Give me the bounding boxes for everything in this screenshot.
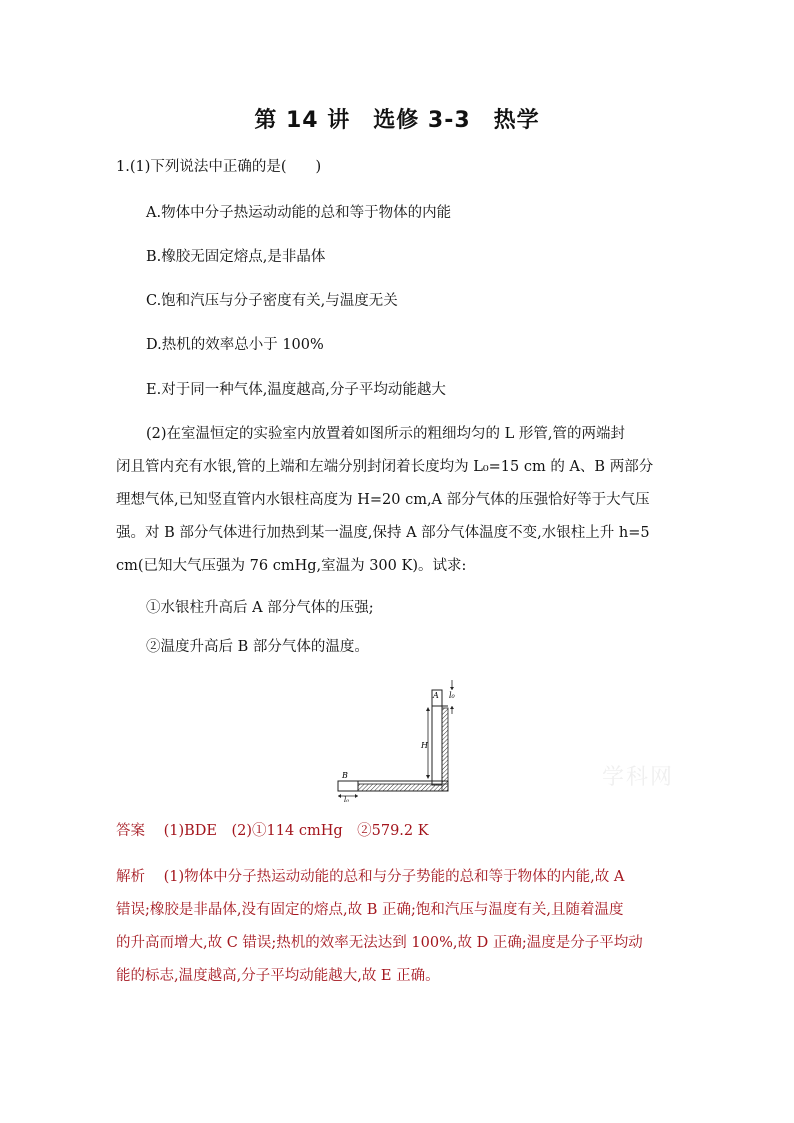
option-a: A.物体中分子热运动动能的总和等于物体的内能: [146, 205, 452, 221]
part2-line-2: 闭且管内充有水银,管的上端和左端分别封闭着长度均为 L₀=15 cm 的 A、B 两部分: [116, 459, 654, 475]
option-e: E.对于同一种气体,温度越高,分子平均动能越大: [146, 382, 446, 398]
watermark: 学科网: [602, 765, 675, 790]
label-l0-top: l₀: [449, 691, 455, 700]
vertical-tube: [432, 690, 442, 785]
part2-line-3: 理想气体,已知竖直管内水银柱高度为 H=20 cm,A 部分气体的压强恰好等于大气压: [116, 492, 650, 508]
part2-line-1: (2)在室温恒定的实验室内放置着如图所示的粗细均匀的 L 形管,管的两端封: [146, 426, 625, 442]
explanation-line-3: 的升高而增大,故 C 错误;热机的效率无法达到 100%,故 D 正确;温度是分子平均动: [116, 935, 643, 951]
l-tube-figure: [330, 678, 470, 802]
label-b: B: [342, 771, 348, 780]
explanation-line-1: 解析 (1)物体中分子热运动动能的总和与分子势能的总和等于物体的内能,故 A: [116, 869, 625, 885]
explanation-line-4: 能的标志,温度越高,分子平均动能越大,故 E 正确。: [116, 968, 440, 984]
answer-text: (1)BDE (2)①114 cmHg ②579.2 K: [163, 823, 429, 839]
explanation-block: [116, 861, 684, 993]
part2-line-5: cm(已知大气压强为 76 cmHg,室温为 300 K)。试求:: [116, 558, 467, 574]
option-d: D.热机的效率总小于 100%: [146, 337, 324, 353]
answer-label: 答案: [116, 823, 145, 839]
page-title: 第 14 讲 选修 3-3 热学: [254, 108, 540, 133]
part2-line-4: 强。对 B 部分气体进行加热到某一温度,保持 A 部分气体温度不变,水银柱上升 h=5: [116, 525, 650, 541]
mercury-vertical: [442, 708, 448, 791]
explanation-line-2: 错误;橡胶是非晶体,没有固定的熔点,故 B 正确;饱和汽压与温度有关,且随着温度: [116, 902, 624, 918]
label-l0-left: l₀: [344, 796, 350, 802]
label-a: A: [433, 691, 439, 700]
sub-question-2: ②温度升高后 B 部分气体的温度。: [146, 639, 369, 655]
sub-question-1: ①水银柱升高后 A 部分气体的压强;: [146, 600, 374, 616]
answer-line: [116, 821, 429, 841]
mercury-horizontal: [358, 784, 448, 791]
label-h: H: [421, 741, 428, 750]
explanation-label: 解析: [116, 869, 145, 885]
option-c: C.饱和汽压与分子密度有关,与温度无关: [146, 293, 398, 309]
question-stem: 1.(1)下列说法中正确的是( ): [116, 159, 322, 175]
option-b: B.橡胶无固定熔点,是非晶体: [146, 249, 326, 265]
